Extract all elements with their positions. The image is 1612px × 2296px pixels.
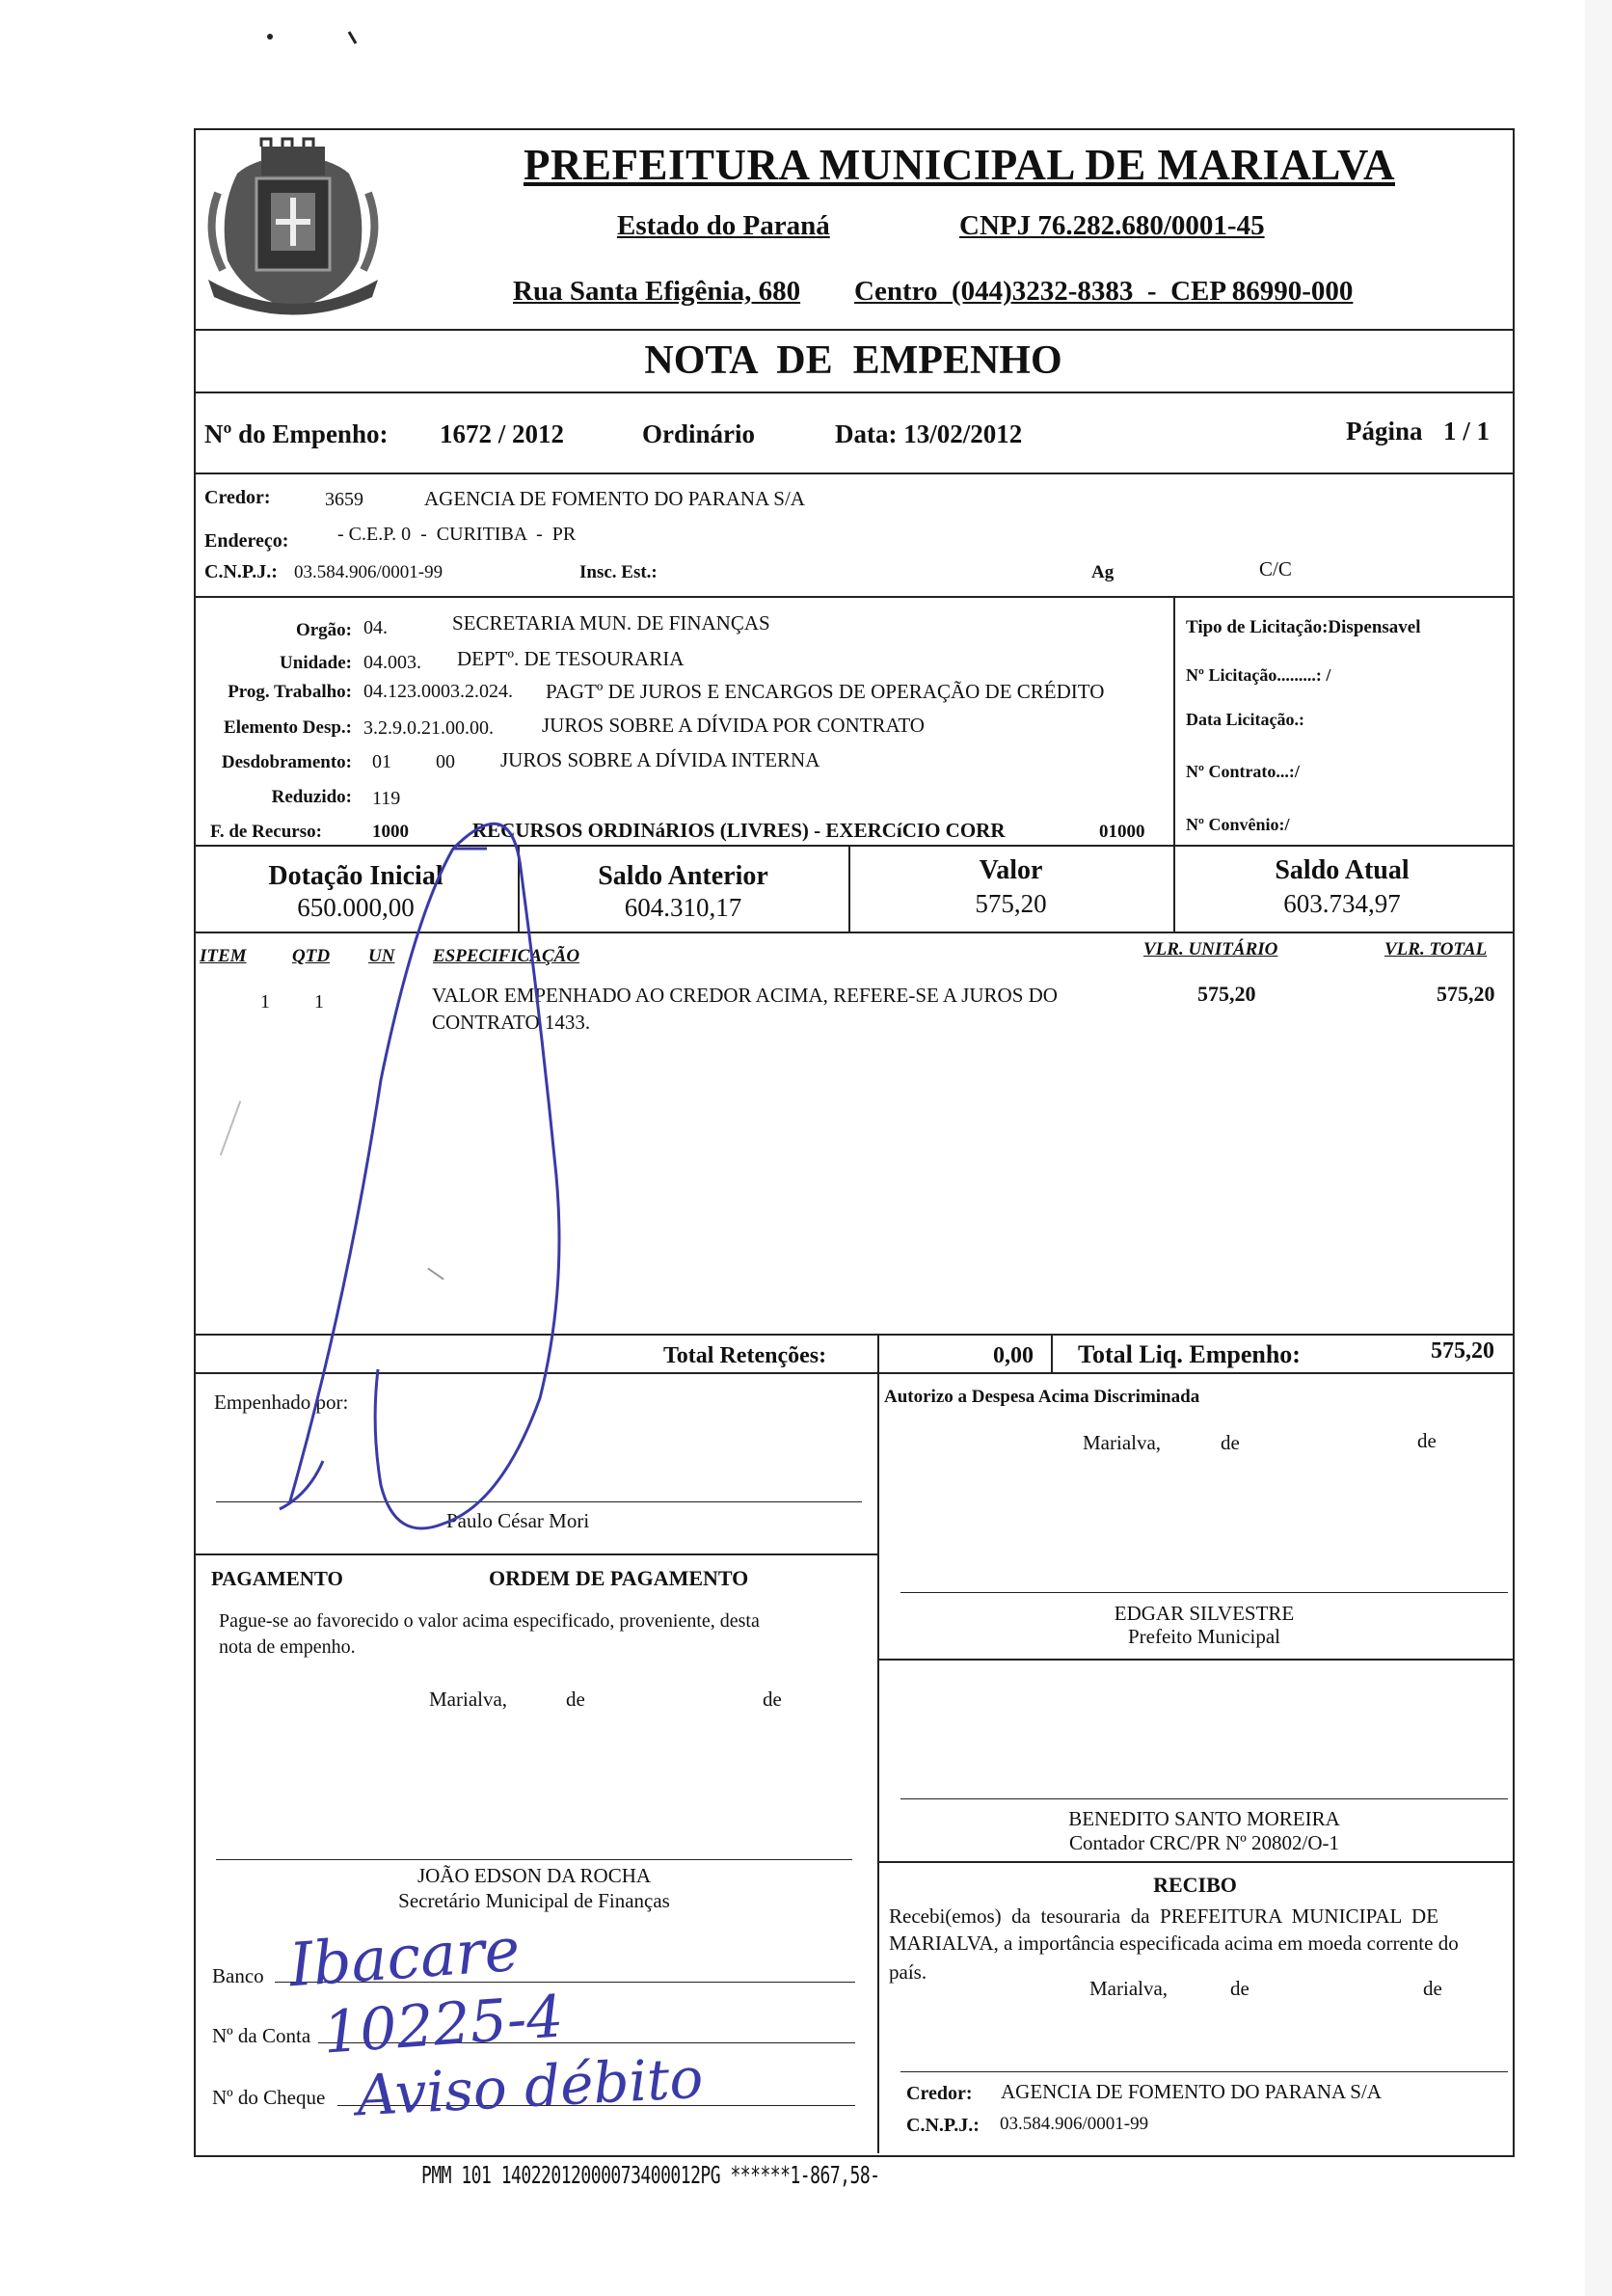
elemento-code: 3.2.9.0.21.00.00. — [363, 717, 494, 739]
banco-label: Banco — [212, 1964, 264, 1987]
autorizo-de1: de — [1221, 1431, 1240, 1454]
orgao-name: SECRETARIA MUN. DE FINANÇAS — [452, 611, 770, 635]
licit-tipo: Tipo de Licitação:Dispensavel — [1186, 617, 1421, 637]
empenho-type: Ordinário — [642, 419, 756, 448]
row-vlr-unit: 575,20 — [1197, 982, 1256, 1006]
empenho-date: Data: 13/02/2012 — [835, 419, 1023, 448]
recibo-title: RECIBO — [1153, 1873, 1237, 1897]
conta-handwritten: 10225-4 — [320, 1983, 566, 2067]
recibo-de2: de — [1423, 1977, 1442, 2000]
credor-name: AGENCIA DE FOMENTO DO PARANA S/A — [424, 487, 805, 510]
row-espec-1: VALOR EMPENHADO AO CREDOR ACIMA, REFERE-SE A JUROS DO — [432, 984, 1058, 1007]
col-un: UN — [368, 946, 395, 966]
empenho-num-label: Nº do Empenho: — [204, 419, 389, 448]
autorizo-marialva: Marialva, — [1083, 1431, 1162, 1454]
pagamento-marialva: Marialva, — [429, 1688, 508, 1711]
desdobramento-label: Desdobramento: — [221, 752, 352, 772]
empenhado-name: Paulo César Mori — [446, 1509, 590, 1532]
secretario-title: Secretário Municipal de Finanças — [398, 1889, 670, 1912]
col-qtd: QTD — [292, 946, 331, 966]
licit-convenio: Nº Convênio:/ — [1186, 815, 1290, 834]
prefeito-name: EDGAR SILVESTRE — [1114, 1602, 1295, 1625]
col-vlr-total: VLR. TOTAL — [1384, 939, 1488, 959]
recibo-de1: de — [1230, 1977, 1249, 2000]
recurso-name: RECURSOS ORDINáRIOS (LIVRES) - EXERCíCIO CORR — [472, 819, 1006, 842]
empenho-num: 1672 / 2012 — [440, 419, 565, 448]
pagamento-de2: de — [763, 1688, 782, 1711]
licit-num: Nº Licitação.........: / — [1186, 665, 1331, 685]
pagamento-text-2: nota de empenho. — [219, 1636, 356, 1658]
liquido-value: 575,20 — [1431, 1338, 1494, 1364]
credor-cnpj: 03.584.906/0001-99 — [294, 562, 443, 582]
prog-label: Prog. Trabalho: — [228, 682, 352, 702]
saldo-atual-label: Saldo Atual — [1275, 855, 1410, 885]
autorizo-text: Autorizo a Despesa Acima Discriminada — [884, 1387, 1200, 1407]
recibo-text-2: MARIALVA, a importância especificada acima em moeda corrente do — [889, 1931, 1459, 1955]
unidade-code: 04.003. — [363, 652, 421, 673]
saldo-anterior-value: 604.310,17 — [624, 893, 742, 922]
col-item: ITEM — [200, 946, 247, 966]
cnpj-label: C.N.P.J.: — [204, 561, 278, 582]
recurso-label: F. de Recurso: — [210, 822, 322, 842]
licit-data: Data Licitação.: — [1186, 710, 1304, 729]
conta-label: Nº da Conta — [212, 2024, 311, 2047]
liquido-label: Total Liq. Empenho: — [1078, 1340, 1301, 1368]
elemento-name: JUROS SOBRE A DÍVIDA POR CONTRATO — [542, 714, 925, 737]
pen-hook-stroke — [280, 1461, 323, 1509]
recibo-marialva: Marialva, — [1089, 1977, 1169, 2000]
reduzido-label: Reduzido: — [271, 787, 352, 807]
retencoes-label: Total Retenções: — [663, 1343, 827, 1368]
ordem-pagamento: ORDEM DE PAGAMENTO — [489, 1566, 749, 1590]
insc-label: Insc. Est.: — [579, 562, 658, 582]
dotacao-value: 650.000,00 — [297, 893, 415, 922]
prog-name: PAGTº DE JUROS E ENCARGOS DE OPERAÇÃO DE CRÉDITO — [546, 680, 1105, 703]
empenhado-label: Empenhado por: — [214, 1391, 349, 1414]
endereco: - C.E.P. 0 - CURITIBA - PR — [337, 524, 577, 545]
pagamento-text-1: Pague-se ao favorecido o valor acima especificado, proveniente, desta — [219, 1610, 760, 1632]
autorizo-de2: de — [1417, 1429, 1437, 1452]
unidade-label: Unidade: — [280, 653, 352, 673]
retencoes-value: 0,00 — [993, 1343, 1034, 1368]
doc-title: NOTA DE EMPENHO — [644, 338, 1062, 383]
recibo-credor: AGENCIA DE FOMENTO DO PARANA S/A — [1001, 2080, 1382, 2103]
header-title: PREFEITURA MUNICIPAL DE MARIALVA — [523, 141, 1396, 189]
orgao-label: Orgão: — [295, 620, 352, 640]
header-state: Estado do Paraná — [617, 210, 830, 241]
pagamento-label: PAGAMENTO — [211, 1567, 343, 1590]
orgao-code: 04. — [363, 617, 388, 638]
row-espec-2: CONTRATO 1433. — [432, 1011, 591, 1034]
col-vlr-unit: VLR. UNITÁRIO — [1143, 939, 1278, 959]
banco-handwritten: Ibacare — [286, 1913, 523, 2001]
cheque-label: Nº do Cheque — [212, 2086, 326, 2109]
secretario-name: JOÃO EDSON DA ROCHA — [416, 1864, 652, 1887]
credor-code: 3659 — [325, 489, 363, 510]
pagamento-de1: de — [566, 1688, 585, 1711]
recurso-code: 1000 — [372, 822, 409, 842]
page-number: 1 / 1 — [1443, 417, 1491, 446]
row-vlr-total: 575,20 — [1437, 982, 1495, 1006]
prog-code: 04.123.0003.2.024. — [363, 681, 513, 702]
contador-name: BENEDITO SANTO MOREIRA — [1068, 1807, 1340, 1830]
saldo-atual-value: 603.734,97 — [1283, 889, 1401, 918]
unidade-name: DEPTº. DE TESOURARIA — [457, 647, 685, 670]
dotacao-label: Dotação Inicial — [268, 861, 443, 891]
desdobramento-code2: 00 — [436, 751, 455, 772]
recibo-text-1: Recebi(emos) da tesouraria da PREFEITURA MUNICIPAL DE — [889, 1904, 1439, 1928]
recibo-cnpj: 03.584.906/0001-99 — [1000, 2114, 1149, 2134]
header-street: Rua Santa Efigênia, 680 — [513, 276, 801, 307]
ag-label: Ag — [1091, 562, 1115, 582]
valor-label: Valor — [979, 855, 1043, 885]
page-label: Página — [1346, 417, 1423, 446]
recibo-cnpj-label: C.N.P.J.: — [906, 2115, 980, 2136]
cc-label: C/C — [1259, 557, 1292, 581]
header-cnpj: CNPJ 76.282.680/0001-45 — [959, 210, 1265, 241]
saldo-anterior-label: Saldo Anterior — [598, 861, 768, 891]
endereco-label: Endereço: — [204, 530, 289, 552]
contador-title: Contador CRC/PR Nº 20802/O-1 — [1068, 1831, 1340, 1854]
footer-code: PMM 101 14022012000073400012PG ******1-867,58- — [421, 2161, 880, 2191]
elemento-label: Elemento Desp.: — [224, 717, 352, 738]
prefeito-title: Prefeito Municipal — [1127, 1625, 1281, 1648]
pen-loop-stroke — [289, 824, 559, 1528]
licit-contrato: Nº Contrato...:/ — [1186, 762, 1300, 781]
credor-label: Credor: — [204, 487, 271, 508]
recibo-text-3: país. — [889, 1960, 927, 1984]
valor-value: 575,20 — [975, 889, 1047, 918]
row-item: 1 — [260, 991, 270, 1013]
row-qtd: 1 — [314, 991, 324, 1013]
recurso-code2: 01000 — [1099, 822, 1145, 842]
col-espec: ESPECIFICAÇÃO — [433, 946, 580, 966]
cheque-handwritten: Aviso débito — [355, 2044, 705, 2129]
recibo-credor-label: Credor: — [906, 2083, 973, 2104]
desdobramento-code1: 01 — [372, 751, 391, 772]
reduzido-value: 119 — [372, 788, 401, 809]
desdobramento-name: JUROS SOBRE A DÍVIDA INTERNA — [500, 748, 820, 771]
header-address: Centro (044)3232-8383 - CEP 86990-000 — [854, 276, 1354, 307]
